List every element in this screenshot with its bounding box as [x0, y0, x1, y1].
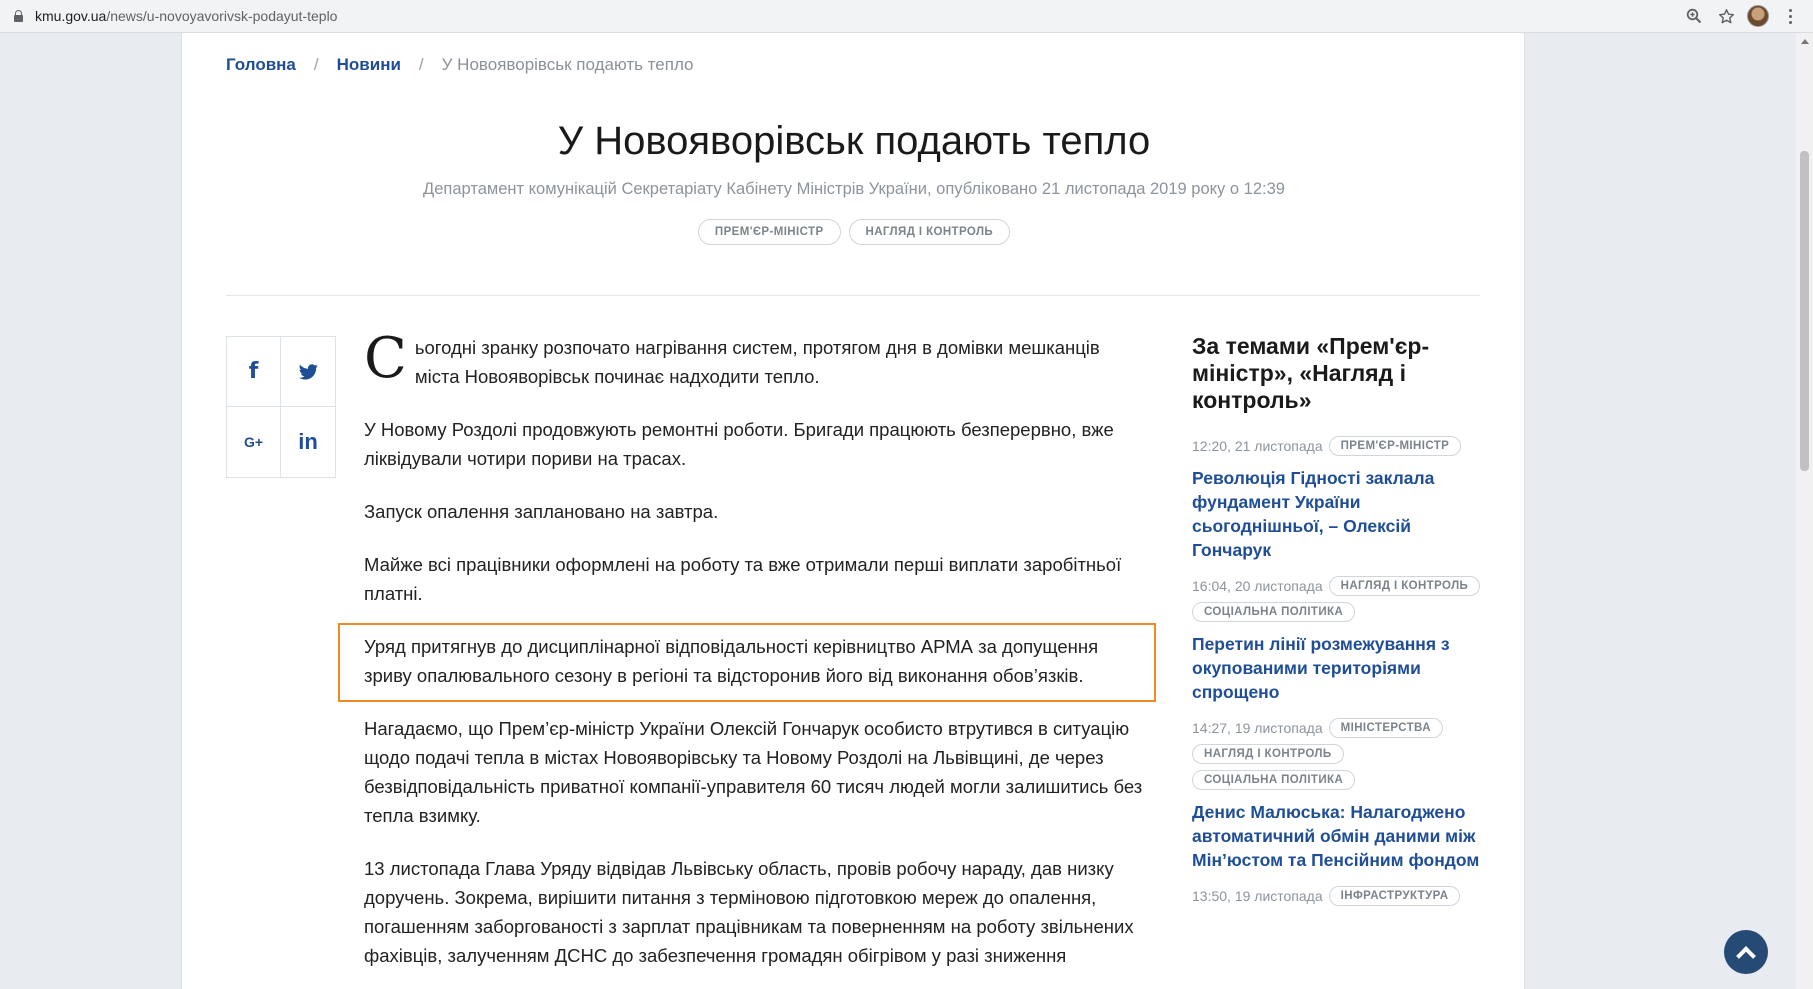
breadcrumb-news-link[interactable]: Новини: [336, 55, 401, 74]
dropcap: С: [364, 326, 407, 391]
linkedin-share-icon[interactable]: in: [298, 429, 318, 454]
article-paragraph: Запуск опалення заплановано на завтра.: [364, 501, 719, 522]
news-tag[interactable]: НАГЛЯД І КОНТРОЛЬ: [1329, 576, 1481, 596]
news-headline-link[interactable]: Перетин лінії розмежування з окупованими територіями спрощено: [1192, 634, 1450, 702]
breadcrumb-separator: /: [418, 55, 424, 74]
scrollbar-thumb[interactable]: [1800, 151, 1809, 471]
news-headline-link[interactable]: Революція Гідності заклала фундамент України сьогоднішньої, – Олексій Гончарук: [1192, 468, 1435, 560]
page-container: [181, 33, 1525, 989]
page-scrollbar[interactable]: [1796, 33, 1813, 989]
breadcrumb-separator: /: [313, 55, 319, 74]
article-meta: Департамент комунікацій Секретаріату Кабінету Міністрів України, опубліковано 21 листопада 2019 року о 12:39: [423, 180, 1285, 198]
facebook-share-icon[interactable]: f: [227, 337, 281, 407]
breadcrumb-home-link[interactable]: Головна: [226, 55, 296, 74]
article-paragraph: Майже всі працівники оформлені на роботу та вже отримали перші виплати заробітньої платні.: [364, 554, 1122, 604]
news-time: 16:04, 20 листопада: [1192, 578, 1323, 594]
article-tags: [182, 219, 1525, 245]
tag-premier-minister[interactable]: ПРЕМ'ЄР-МІНІСТР: [698, 219, 841, 245]
news-item: [1192, 576, 1482, 704]
chevron-up-icon: [1736, 946, 1756, 966]
article-paragraph-highlighted: Уряд притягнув до дисциплінарної відповідальності керівництво АРМА за допущення зриву опалювального сезону в регіоні та відсторонив його від виконання обов’язків.: [364, 636, 1099, 686]
article-paragraph: 13 листопада Глава Уряду відвідав Львівську область, провів робочу нараду, дав низку доручень. Зокрема, вирішити питання з терміновою підготовкою мереж до опалення, погашенням заборгованості з зарплат працівникам та поверненням на роботу звільнених фахівців, залученням ДСНС до забезпечення громадян обігрівом у разі зниження: [364, 858, 1134, 966]
url-text[interactable]: kmu.gov.ua/news/u-novoyavorivsk-podayut-teplo: [35, 8, 338, 24]
page-title: У Новояворівськ подають тепло: [557, 119, 1151, 163]
lock-icon: [14, 10, 23, 22]
article-paragraph: Сьогодні зранку розпочато нагрівання систем, протягом дня в домівки мешканців міста Новояворівськ починає надходити тепло.: [364, 326, 1100, 391]
browser-address-bar[interactable]: [0, 0, 1813, 33]
zoom-icon[interactable]: [1683, 5, 1705, 27]
related-news-sidebar: [1192, 333, 1482, 920]
news-time: 13:50, 19 листопада: [1192, 888, 1323, 904]
googleplus-share-icon[interactable]: G+: [227, 407, 281, 477]
article-paragraph: У Новому Роздолі продовжують ремонтні роботи. Бригади працюють безперервно, вже ліквідували чотири пориви на трасах.: [364, 419, 1114, 469]
news-time: 14:27, 19 листопада: [1192, 720, 1323, 736]
breadcrumb-current: У Новояворівськ подають тепло: [441, 55, 694, 74]
menu-kebab-icon[interactable]: [1779, 5, 1801, 27]
news-item: [1192, 718, 1482, 872]
profile-avatar-icon[interactable]: [1747, 5, 1769, 27]
twitter-share-icon[interactable]: [281, 337, 335, 407]
article-paragraph: Нагадаємо, що Прем’єр-міністр України Олексій Гончарук особисто втрутився в ситуацію щодо подачі тепла в містах Новояворівську та Новому Роздолі на Львівщині, де через безвідповідальність приватної компанії-управителя 60 тисяч людей могли залишитись без тепла взимку.: [364, 718, 1143, 826]
article-body: [364, 326, 1144, 989]
share-box: [226, 336, 336, 478]
tag-oversight-control[interactable]: НАГЛЯД І КОНТРОЛЬ: [849, 219, 1011, 245]
news-tag[interactable]: СОЦІАЛЬНА ПОЛІТИКА: [1192, 602, 1355, 622]
news-tag[interactable]: ПРЕМ'ЄР-МІНІСТР: [1329, 436, 1462, 456]
sidebar-title: За темами «Прем'єр-міністр», «Нагляд і контроль»: [1192, 333, 1430, 413]
news-tag[interactable]: МІНІСТЕРСТВА: [1329, 718, 1443, 738]
news-tag[interactable]: ІНФРАСТРУКТУРА: [1329, 886, 1461, 906]
news-headline-link[interactable]: Денис Малюська: Налагоджено автоматичний обмін даними між Мін’юстом та Пенсійним фондом: [1192, 802, 1480, 870]
news-tag[interactable]: НАГЛЯД І КОНТРОЛЬ: [1192, 744, 1344, 764]
bookmark-star-icon[interactable]: [1715, 5, 1737, 27]
breadcrumb: [226, 55, 694, 75]
news-item: [1192, 886, 1482, 906]
header-divider: [226, 295, 1480, 296]
news-time: 12:20, 21 листопада: [1192, 438, 1323, 454]
news-item: [1192, 436, 1482, 562]
back-to-top-button[interactable]: [1724, 930, 1768, 974]
scroll-up-arrow-icon[interactable]: [1801, 39, 1809, 44]
news-tag[interactable]: СОЦІАЛЬНА ПОЛІТИКА: [1192, 770, 1355, 790]
